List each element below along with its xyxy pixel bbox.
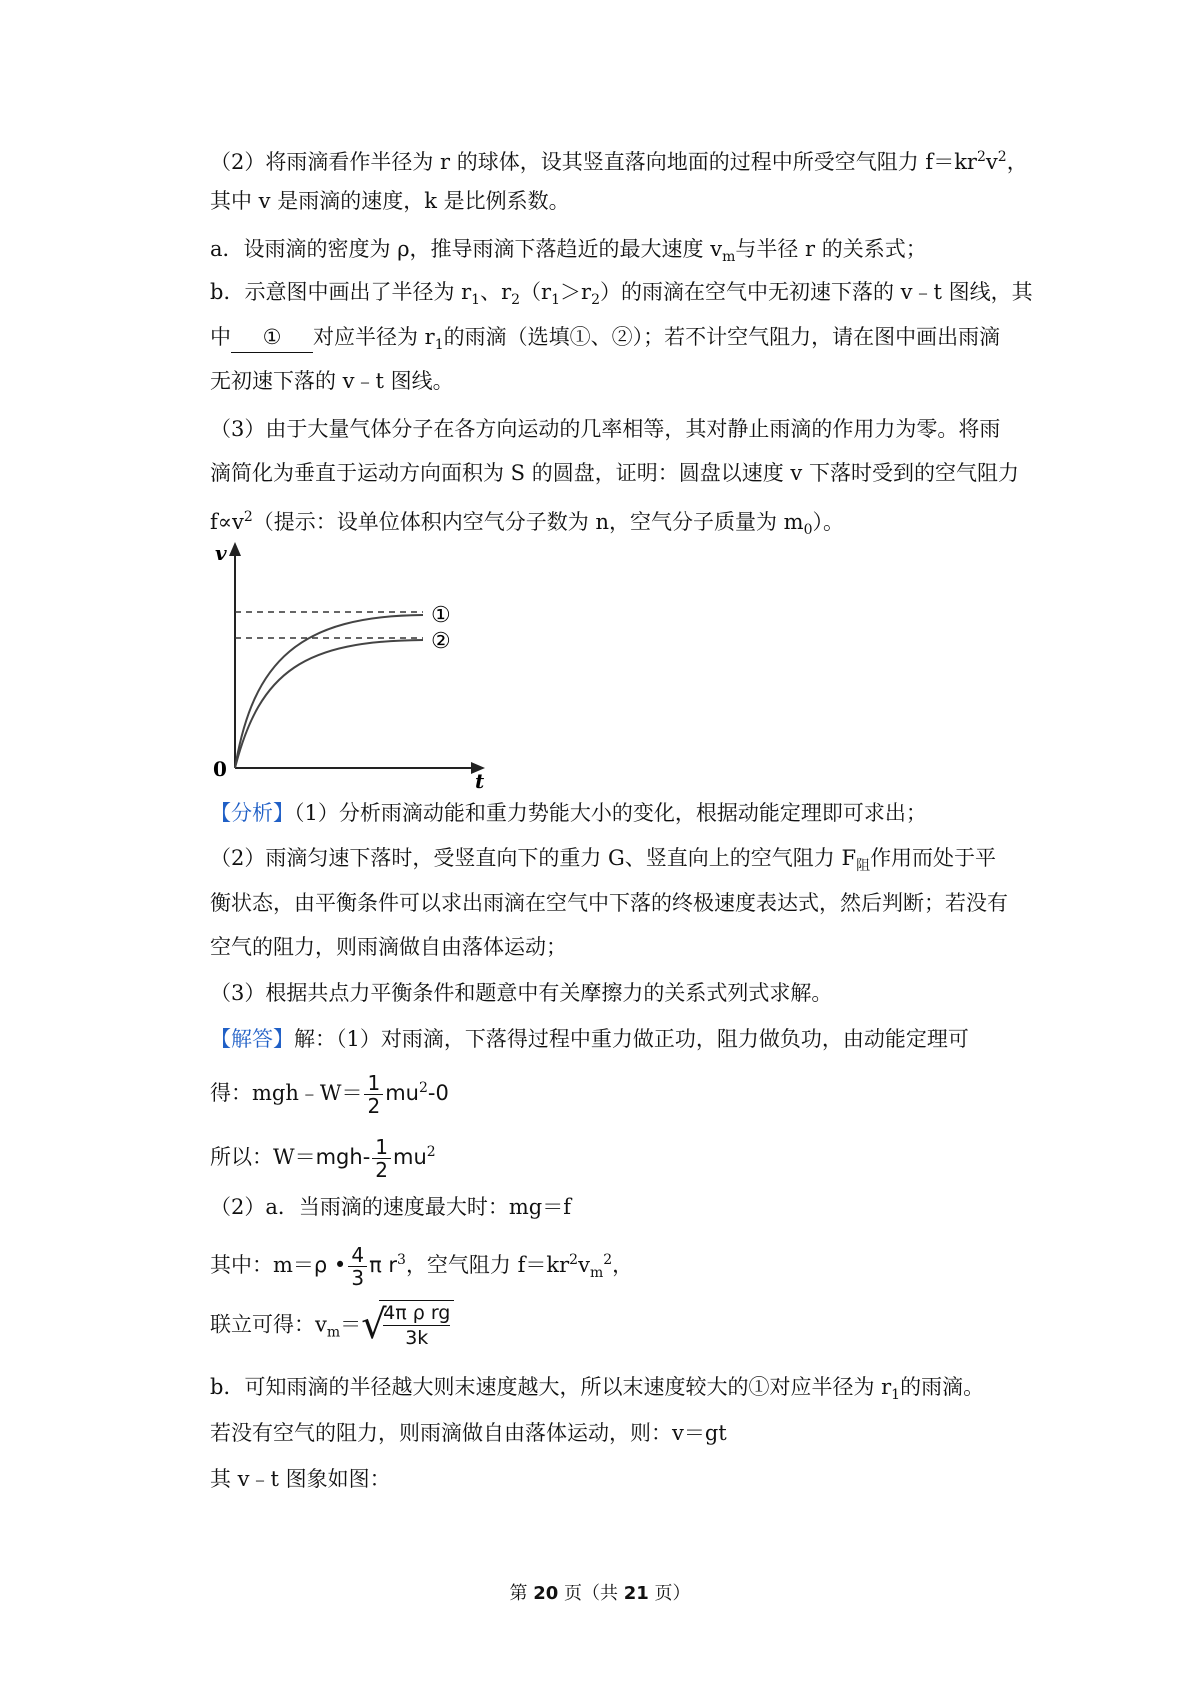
analysis-line-3: 衡状态，由平衡条件可以求出雨滴在空气中下落的终极速度表达式，然后判断；若没有 [210,891,1008,915]
analysis-line-1: 【分析】（1）分析雨滴动能和重力势能大小的变化，根据动能定理即可求出； [210,801,927,825]
fraction-half: $\frac{1}{2}$ [364,1072,383,1117]
answer-eq-1: 得：mgh﹣W＝ $\frac{1}{2}$ $mu^2-0$ [210,1071,449,1118]
analysis-tag: 【分析】 [210,801,294,825]
answer-graph-note: 其 v﹣t 图象如图： [210,1467,391,1491]
analysis-line-5: （3）根据共点力平衡条件和题意中有关摩擦力的关系式列式求解。 [210,981,833,1005]
answer-eq-4: 其中：m＝ρ • $\frac{4}{3}$ π $r^3$，空气阻力 $f=kr^2v_m^2$， [210,1243,634,1290]
y-axis-label: v [215,541,227,565]
answer-line-1: 【解答】解：（1）对雨滴，下落得过程中重力做正功，阻力做负功，由动能定理可 [210,1027,969,1051]
q2-b-line-1: b．示意图中画出了半径为 $r_1$、$r_2(r_1>r_2)$的雨滴在空气中无初速下落的 v﹣t 图线，其 [210,280,1033,308]
y-axis-arrow [229,542,241,556]
page-footer: 第 20 页（共 21 页） [509,1583,691,1604]
sqrt-expression: √ $\frac{\text{4π ρ rg}}{3k}$ [361,1300,454,1352]
q2-line-2: 其中 v 是雨滴的速度，k 是比例系数。 [210,189,570,213]
page-number: 20 [533,1583,559,1604]
q2-b-line-2: 中 ① 对应半径为 $r_1$的雨滴（选填①、②）；若不计空气阻力，请在图中画出雨滴 [210,322,1000,360]
q2-a-line: a．设雨滴的密度为 ρ，推导雨滴下落趋近的最大速度 $v_m$与半径 r 的关系式； [210,237,927,265]
analysis-line-4: 空气的阻力，则雨滴做自由落体运动； [210,935,567,959]
vt-figure [205,540,505,790]
curve-2 [235,640,423,768]
answer-eq-3: （2）a．当雨滴的速度最大时：mg＝f [210,1195,572,1219]
answer-eq-5: 联立可得：$v_m=$ √ $\frac{\text{4π ρ rg}}{3k}$ [210,1300,454,1352]
x-axis-label: t [475,769,485,790]
q2-line-1: （2）将雨滴看作半径为 r 的球体，设其竖直落向地面的过程中所受空气阻力 $f=kr^2v^2$， [210,149,1028,174]
answer-eq-2: 所以：W＝mgh- $\frac{1}{2}$ $mu^2$ [210,1135,436,1182]
curve-1-label: ① [431,603,451,628]
q3-line-2: 滴简化为垂直于运动方向面积为 S 的圆盘，证明：圆盘以速度 v 下落时受到的空气阻力 [210,461,1019,485]
answer-tag: 【解答】 [210,1027,294,1051]
analysis-line-2: （2）雨滴匀速下落时，受竖直向下的重力 G、竖直向上的空气阻力 $F_阻$作用而处于平 [210,846,997,874]
answer-b-line: b．可知雨滴的半径越大则末速度越大，所以末速度较大的①对应半径为 $r_1$的雨滴。 [210,1375,985,1403]
q2-b-line-3: 无初速下落的 v﹣t 图线。 [210,369,454,393]
q3-line-1: （3）由于大量气体分子在各方向运动的几率相等，其对静止雨滴的作用力为零。将雨 [210,417,1001,441]
origin-label: 0 [213,757,227,781]
fraction-four-thirds: $\frac{4}{3}$ [348,1244,367,1289]
fraction-half: $\frac{1}{2}$ [372,1136,391,1181]
curve-2-label: ② [431,629,451,654]
q3-line-3: $f\propto v^2$（提示：设单位体积内空气分子数为 n，空气分子质量为 $m_0$）。 [210,509,844,538]
total-pages: 21 [623,1583,649,1604]
answer-blank: ① [231,322,313,353]
answer-free-fall: 若没有空气的阻力，则雨滴做自由落体运动，则：v＝gt [210,1421,727,1445]
